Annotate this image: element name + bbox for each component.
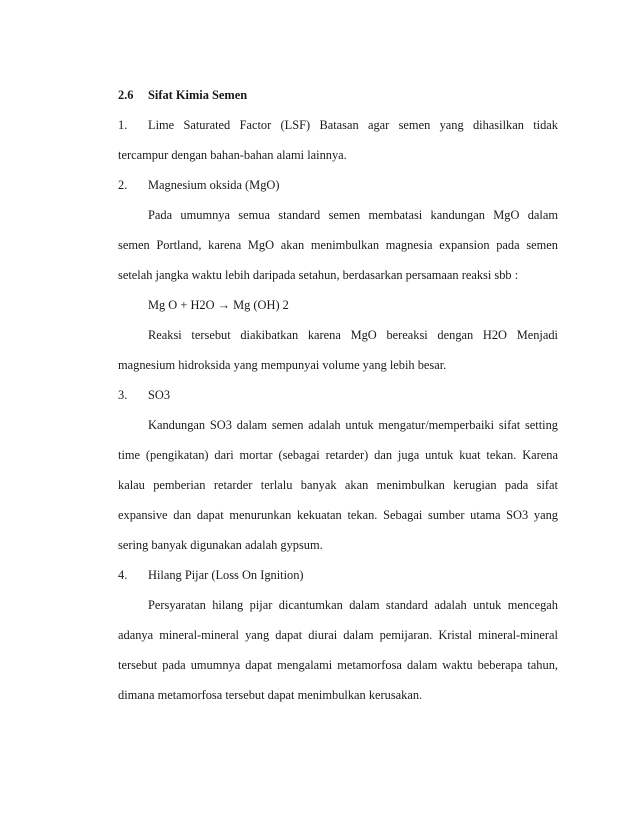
section-number: 2.6 [118, 88, 134, 102]
item-title: SO3 [148, 388, 171, 402]
paragraph-line: semen Portland, karena MgO akan menimbulkan magnesia expansion pada semen [118, 238, 558, 252]
item-text-line: tercampur dengan bahan-bahan alami lainnya. [118, 148, 347, 162]
paragraph-line: tersebut pada umumnya dapat mengalami metamorfosa dalam waktu beberapa tahun, [118, 658, 558, 672]
paragraph-line: setelah jangka waktu lebih daripada setahun, berdasarkan persamaan reaksi sbb : [118, 268, 519, 282]
paragraph-line: Pada umumnya semua standard semen membatasi kandungan MgO dalam [148, 208, 558, 222]
item-text-line: Lime Saturated Factor (LSF) Batasan agar semen yang dihasilkan tidak [148, 118, 558, 132]
item-number: 1. [118, 118, 128, 132]
paragraph-line: adanya mineral-mineral yang dapat diurai dalam pemijaran. Kristal mineral-mineral [118, 628, 558, 642]
item-title: Magnesium oksida (MgO) [148, 178, 280, 192]
paragraph-line: Reaksi tersebut diakibatkan karena MgO bereaksi dengan H2O Menjadi [148, 328, 558, 342]
paragraph-line: time (pengikatan) dari mortar (sebagai retarder) dan juga untuk kuat tekan. Karena [118, 448, 558, 462]
item-number: 2. [118, 178, 128, 192]
paragraph-line: Persyaratan hilang pijar dicantumkan dalam standard adalah untuk mencegah [148, 598, 558, 612]
item-title: Hilang Pijar (Loss On Ignition) [148, 568, 304, 582]
paragraph-line: expansive dan dapat menurunkan kekuatan tekan. Sebagai sumber utama SO3 yang [118, 508, 558, 522]
paragraph-line: sering banyak digunakan adalah gypsum. [118, 538, 323, 552]
chemical-equation: Mg O + H2O → Mg (OH) 2 [148, 298, 289, 312]
section-title: Sifat Kimia Semen [148, 88, 248, 102]
paragraph-line: dimana metamorfosa tersebut dapat menimbulkan kerusakan. [118, 688, 423, 702]
item-number: 4. [118, 568, 128, 582]
paragraph-line: Kandungan SO3 dalam semen adalah untuk mengatur/memperbaiki sifat setting [148, 418, 558, 432]
paragraph-line: kalau pemberian retarder terlalu banyak akan menimbulkan kerugian pada sifat [118, 478, 558, 492]
item-number: 3. [118, 388, 128, 402]
paragraph-line: magnesium hidroksida yang mempunyai volume yang lebih besar. [118, 358, 447, 372]
